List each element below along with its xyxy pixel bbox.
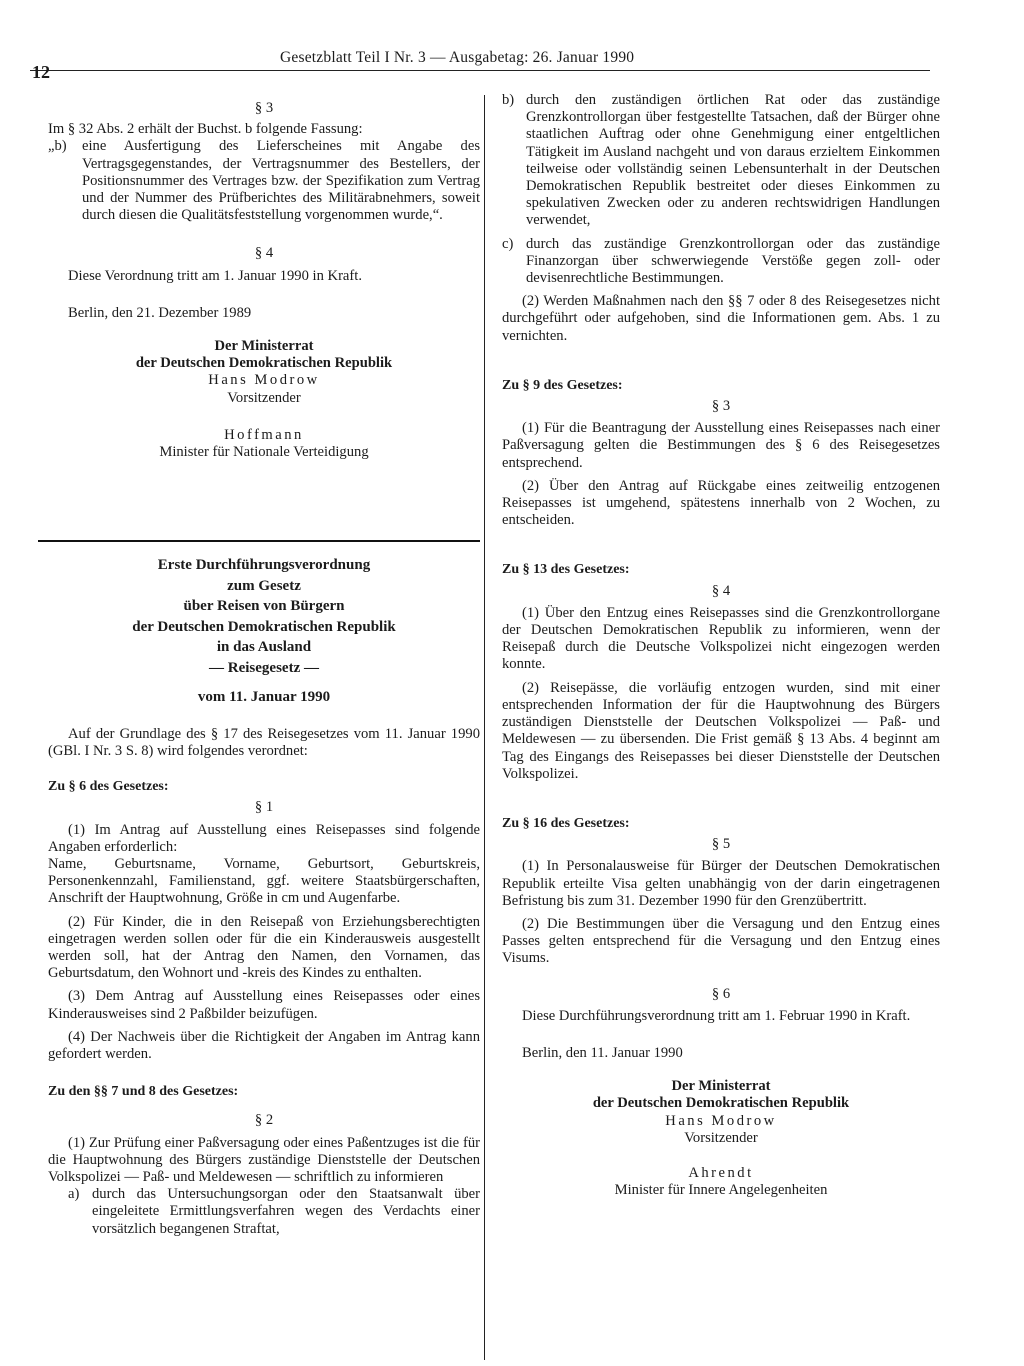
list-item bbox=[502, 236, 940, 288]
section-heading: § 6 bbox=[711, 985, 731, 1002]
paragraph: (1) Im Antrag auf Ausstellung eines Reisepasses sind folgende Angaben erforderlich: bbox=[48, 821, 480, 855]
item-label: a) bbox=[68, 1186, 80, 1203]
title-line: der Deutschen Demokratischen Republik bbox=[132, 618, 396, 635]
law-reference-heading: Zu § 9 des Gesetzes: bbox=[502, 377, 623, 393]
signer-title: Minister für Nationale Verteidigung bbox=[159, 444, 369, 461]
section-heading: § 3 bbox=[254, 100, 274, 116]
law-reference-heading: Zu § 6 des Gesetzes: bbox=[48, 779, 169, 795]
title-line: über Reisen von Bürgern bbox=[183, 598, 345, 615]
section-heading: § 3 bbox=[711, 398, 731, 415]
paragraph: (1) Zur Prüfung einer Paßversagung oder eines Paßentzuges ist die für die Hauptwohnung des Bürgers zuständige Dienststelle der Deutschen Volkspolizei — Paß- und Meldewesen — schriftlich zu informieren bbox=[48, 1134, 480, 1186]
signer-name: Ahrendt bbox=[688, 1164, 754, 1181]
preamble: Auf der Grundlage des § 17 des Reisegesetzes vom 11. Januar 1990 (GBl. I Nr. 3 S. 8) wird folgendes verordnet: bbox=[48, 725, 480, 759]
signer-name: Hans Modrow bbox=[665, 1112, 777, 1129]
regulation-title bbox=[48, 555, 480, 708]
title-line: Erste Durchführungsverordnung bbox=[157, 557, 371, 574]
list-item bbox=[48, 138, 480, 224]
section-heading: § 5 bbox=[711, 836, 731, 853]
paragraph: (2) Werden Maßnahmen nach den §§ 7 oder 8 des Reisegesetzes nicht durchgeführt oder aufgehoben, sind die Informationen gem. Abs. 1 zu vernichten. bbox=[502, 293, 940, 344]
gazette-header-title: Gesetzblatt Teil I Nr. 3 — Ausgabetag: 26. Januar 1990 bbox=[280, 49, 635, 66]
title-line: zum Gesetz bbox=[227, 577, 301, 594]
paragraph: (2) Reisepässe, die vorläufig entzogen wurden, sind mit einer entsprechenden Information der für die Hauptwohnung des Bürgers zuständigen Dienststelle der Deutschen Volkspolizei — Paß- und Meldewesen — zu übersenden. Die Frist gemäß § 13 Abs. 4 beginnt am Tag des Eingangs des Reisepasses bei dieser Dienststelle der Deutschen Volkspolizei. bbox=[502, 679, 940, 782]
signer-title: Vorsitzender bbox=[227, 389, 301, 406]
paragraph: (2) Für Kinder, die in den Reisepaß von Erziehungsberechtigten eingetragen werden sollen oder für die ein Kinderausweis ausgestellt werden soll, hat der Antrag den Namen, den Vornamen, das Geburtsdatum, den Wohnort und -kreis des Kindes zu enthalten. bbox=[48, 913, 480, 982]
paragraph: Name, Geburtsname, Vorname, Geburtsort, Geburtskreis, Personenkennzahl, Familienstand, ggf. weitere Staatsbürgerschaften, Anschrift der Hauptwohnung, Größe in cm und Augenfarbe. bbox=[48, 855, 480, 907]
list-item bbox=[502, 92, 940, 230]
paragraph: (4) Der Nachweis über die Richtigkeit der Angaben im Antrag kann gefordert werden. bbox=[48, 1028, 480, 1062]
section-heading: § 2 bbox=[254, 1112, 274, 1129]
title-line: in das Ausland bbox=[216, 639, 312, 656]
paragraph: Diese Durchführungsverordnung tritt am 1. Februar 1990 in Kraft. bbox=[522, 1007, 911, 1024]
column-divider bbox=[484, 95, 485, 1360]
law-reference-heading: Zu § 13 des Gesetzes: bbox=[502, 562, 630, 578]
paragraph: Diese Verordnung tritt am 1. Januar 1990 in Kraft. bbox=[68, 267, 362, 284]
title-line: — Reisegesetz — bbox=[209, 659, 319, 676]
section-heading: § 4 bbox=[254, 245, 274, 262]
signer-title: Minister für Innere Angelegenheiten bbox=[614, 1182, 828, 1199]
page-number: 12 bbox=[32, 62, 50, 82]
paragraph: (3) Dem Antrag auf Ausstellung eines Reisepasses oder eines Kinderausweises sind 2 Paßbilder beizufügen. bbox=[48, 988, 480, 1022]
title-date: vom 11. Januar 1990 bbox=[197, 689, 331, 706]
signature-council: Der Ministerrat bbox=[671, 1078, 771, 1095]
list-item bbox=[68, 1186, 480, 1238]
signature-council: Der Ministerrat bbox=[214, 338, 314, 355]
signer-name: Hans Modrow bbox=[208, 372, 320, 389]
signer-title: Vorsitzender bbox=[684, 1129, 758, 1146]
page-header bbox=[30, 48, 930, 82]
item-text: eine Ausfertigung des Lieferscheines mit Angabe des Vertragsgegenstandes, der Vertragsnummer des Bestellers, der Positionsnummer des Vertrages bzw. der Spezifikation zum Vertrag und der Nummer des Prüfberichtes des Militärabnehmers, soweit durch diesen die Qualitätsfeststellung vorgenommen wurde,“. bbox=[82, 138, 480, 224]
place-date: Berlin, den 11. Januar 1990 bbox=[522, 1044, 683, 1061]
signature-council: der Deutschen Demokratischen Republik bbox=[592, 1095, 850, 1112]
paragraph: (2) Die Bestimmungen über die Versagung und den Entzug eines Passes gelten entsprechend für die Versagung und den Entzug eines Visums. bbox=[502, 915, 940, 967]
signer-name: Hoffmann bbox=[224, 426, 304, 443]
item-label: c) bbox=[502, 235, 514, 252]
item-text: durch das Untersuchungsorgan oder den Staatsanwalt über eingeleitete Ermittlungsverfahren wegen des Verdachts einer vorsätzlich begangenen Straftat, bbox=[92, 1186, 480, 1237]
paragraph: (1) Für die Beantragung der Ausstellung eines Reisepasses nach einer Paßversagung gelten die Bestimmungen des § 6 des Reisegesetzes entsprechend. bbox=[502, 420, 940, 471]
place-date: Berlin, den 21. Dezember 1989 bbox=[68, 304, 252, 321]
right-column bbox=[502, 92, 940, 1199]
signature-council: der Deutschen Demokratischen Republik bbox=[135, 355, 393, 372]
item-label: „b) bbox=[48, 138, 67, 155]
item-text: durch das zuständige Grenzkontrollorgan oder das zuständige Finanzorgan über schwerwiegende Verstöße gegen zoll- oder devisenrechtliche Bestimmungen. bbox=[526, 235, 940, 287]
law-reference-heading: Zu § 16 des Gesetzes: bbox=[502, 815, 630, 831]
section-heading: § 1 bbox=[254, 799, 274, 816]
paragraph: (2) Über den Antrag auf Rückgabe eines zeitweilig entzogenen Reisepasses ist umgehend, spätestens innerhalb von 2 Wochen, zu entscheiden. bbox=[502, 477, 940, 529]
paragraph: (1) Über den Entzug eines Reisepasses sind die Grenzkontrollorgane der Deutschen Demokratischen Republik zu informieren, wenn der Reisepaß durch die Deutsche Volkspolizei nicht eingezogen werden konnte. bbox=[502, 604, 940, 673]
item-text: durch den zuständigen örtlichen Rat oder das zuständige Grenzkontrollorgan über festgestellte Tatsachen, daß der Bürger ohne staatlichen Auftrag oder ohne Genehmigung einer entgeltlichen Tätigkeit im Ausland nachgeht und von daraus erzieltem Einkommen teilweise oder vollständig seinen Lebensunterhalt in der Deutschen Demokratischen Republik bestreitet oder dieses Einkommen zu spekulativen Zwecken oder zu anderen rechtswidrigen Handlungen verwendet, bbox=[526, 92, 940, 229]
left-column bbox=[48, 100, 480, 1238]
item-label: b) bbox=[502, 92, 515, 108]
law-reference-heading: Zu den §§ 7 und 8 des Gesetzes: bbox=[48, 1084, 239, 1100]
paragraph: (1) In Personalausweise für Bürger der Deutschen Demokratischen Republik erteilte Visa gelten unabhängig von der darin eingetragenen Befristung bis zum 31. Dezember 1990 für den Grenzübertritt. bbox=[502, 858, 940, 909]
paragraph: Im § 32 Abs. 2 erhält der Buchst. b folgende Fassung: bbox=[48, 121, 363, 138]
section-heading: § 4 bbox=[711, 582, 731, 599]
